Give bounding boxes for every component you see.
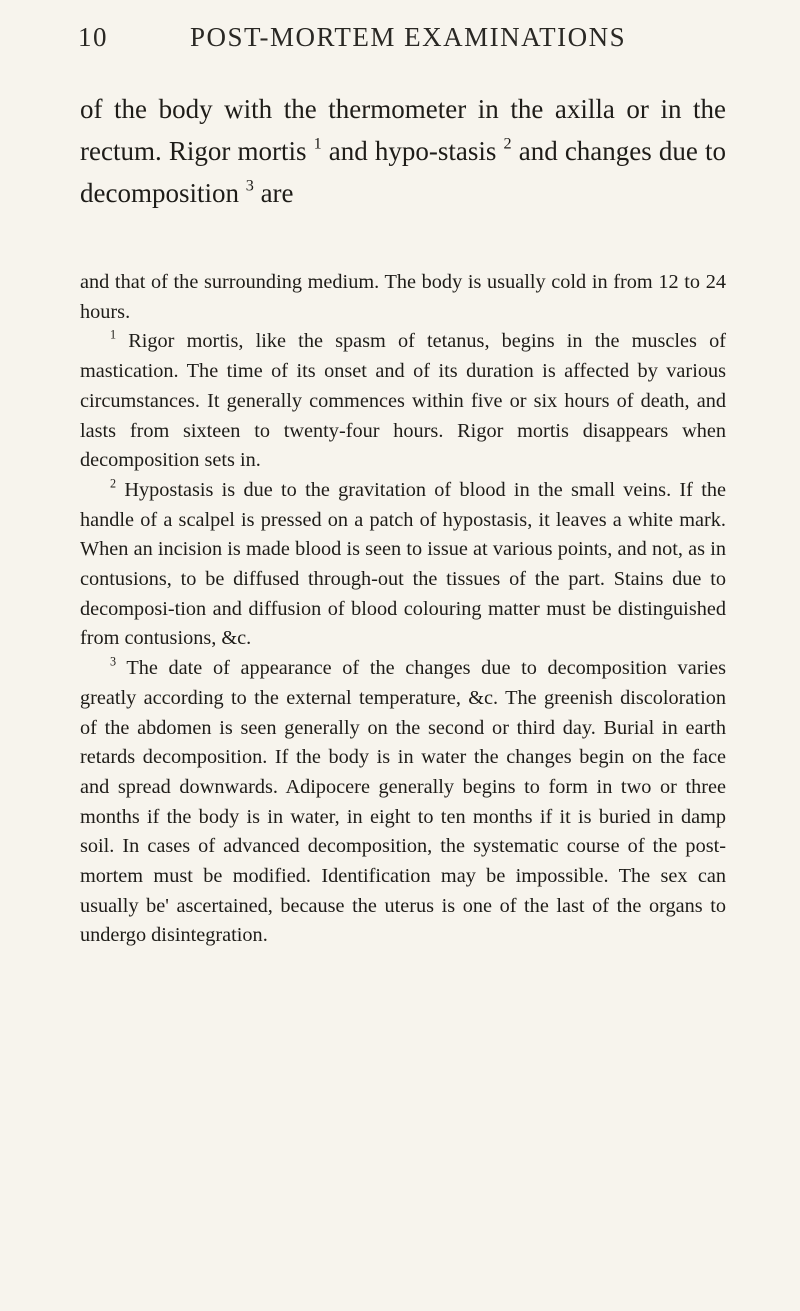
footnote-ref: 2 xyxy=(503,134,512,153)
footnote xyxy=(80,476,726,654)
page-number: 10 xyxy=(78,22,108,52)
footnote-text: Rigor mortis, like the spasm of tetanus, begins in the muscles of mastication. The time of its onset and of its duration is affected by various circumstances. It generally commences within five or six hours of death, and lasts from sixteen to twenty-four hours. Rigor mortis disappears when decomposition sets in. xyxy=(80,330,726,472)
page-header xyxy=(78,22,720,56)
footnote xyxy=(80,654,726,951)
main-paragraph xyxy=(80,88,726,214)
footnote-marker: 1 xyxy=(110,327,117,342)
main-text-part: of the body with the thermometer in the axilla or in the rectum. Rigor mortis xyxy=(80,94,726,166)
footnote-ref: 3 xyxy=(245,176,254,195)
footnote-ref: 1 xyxy=(313,134,322,153)
main-text-part: and hypo-stasis xyxy=(321,136,504,166)
footnote-marker: 2 xyxy=(110,476,117,491)
running-head: POST-MORTEM EXAMINATIONS xyxy=(190,22,627,52)
main-text-part: are xyxy=(253,178,294,208)
main-text-part: and changes due to decomposition xyxy=(80,136,727,208)
small-print-section xyxy=(80,268,726,951)
footnote-text: Hypostasis is due to the gravitation of blood in the small veins. If the handle of a scalpel is pressed on a patch of hypostasis, it leaves a white mark. When an incision is made blood is seen to issue at various points, and not, as in contusions, to be diffused through-out the tissues of the part. Stains due to decomposi-tion and diffusion of blood colouring matter must be distinguished from contusions, &c. xyxy=(80,478,726,650)
continuation-text: and that of the surrounding medium. The body is usually cold in from 12 to 24 hours. xyxy=(80,271,726,323)
footnote-marker: 3 xyxy=(110,654,117,669)
footnote xyxy=(80,327,726,476)
footnote-text: The date of appearance of the changes due to decomposition varies greatly according to the external temperature, &c. The greenish discoloration of the abdomen is seen generally on the second or third day. Burial in earth retards decomposition. If the body is in water the changes begin on the face and spread downwards. Adipocere generally begins to form in two or three months if the body is in water, in eight to ten months if it is buried in damp soil. In cases of advanced decomposition, the systematic course of the post-mortem must be modified. Identification may be impossible. The sex can usually be' ascertained, because the uterus is one of the last of the organs to undergo disintegration. xyxy=(80,657,726,947)
